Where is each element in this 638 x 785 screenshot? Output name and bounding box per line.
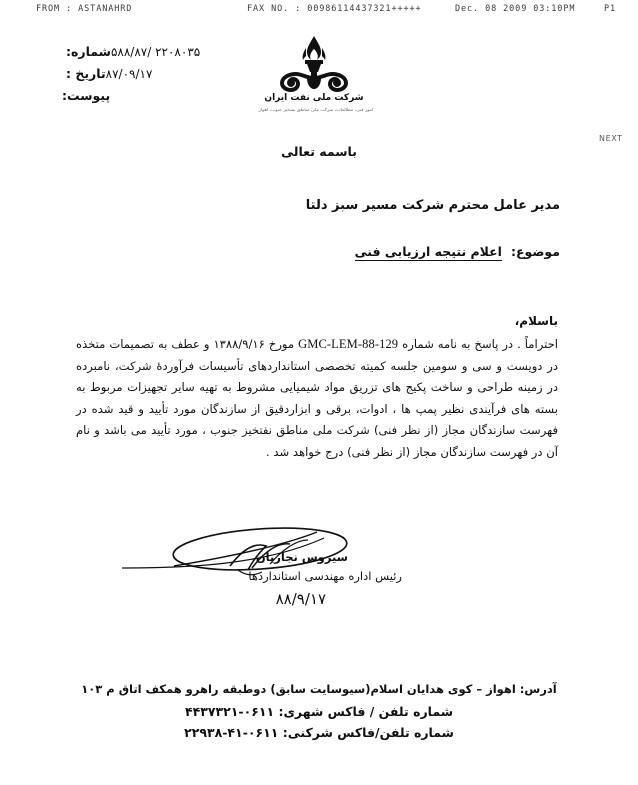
subject-label: موضوع: [510, 244, 560, 259]
reference-date-label: تاریخ : [66, 66, 106, 81]
fax-from-value: ASTANAHRD [78, 4, 133, 14]
fax-number-value: 00986114437321+++++ [307, 4, 422, 14]
nioc-flame-logo-icon [266, 34, 362, 92]
referenced-letter-code: GMC-LEM-88-129 [298, 337, 399, 351]
letterhead-logo-block [255, 34, 374, 113]
signature-date: ۸۸/۹/۱۷ [275, 590, 326, 608]
signatory-name: سیروس نجاریان [255, 550, 348, 564]
fax-header-strip [0, 4, 638, 18]
fax-page-number: P1 [604, 4, 617, 14]
reference-fields [62, 44, 248, 110]
salutation-text: باسلام، [514, 314, 558, 328]
fax-number-label: FAX NO. : [247, 4, 302, 14]
body-paragraph [76, 334, 558, 463]
letterhead-org-name: شرکت ملی نفت ایران [264, 93, 364, 103]
next-marker-label: NEXT [599, 134, 623, 143]
fax-from-label: FROM : [36, 4, 73, 14]
signature-block [112, 524, 412, 620]
fax-datetime: Dec. 08 2009 03:10PM [455, 4, 576, 14]
reference-number-label: شماره: [66, 44, 111, 59]
letterhead-sub-caption: امور فنی، مطالعات، شرکت ملی مناطق نفتخیز جنوب، اهواز [258, 108, 374, 113]
footer-phone-city: شماره تلفن / فاکس شهری: ۰۶۱۱-۴۴۳۷۳۲۱ [184, 704, 454, 719]
body-segment-2: مورخ [268, 337, 295, 351]
signatory-title: رئیس اداره مهندسی استانداردها [248, 569, 402, 583]
body-segment-1: احتراماً . در پاسخ به نامه شماره [402, 337, 559, 351]
reference-date-value: ۸۷/۰۹/۱۷ [105, 67, 153, 81]
subject-row [355, 244, 560, 261]
footer-address: آدرس: اهواز – کوی هدایان اسلام(سیوسایت سابق) دوطبقه راهرو همکف اتاق م ۱۰۳ [81, 682, 557, 696]
reference-date-row [62, 66, 248, 81]
reference-number-row [62, 44, 248, 59]
subject-value: اعلام نتیجه ارزیابی فنی [354, 244, 502, 259]
fax-from-field [36, 4, 132, 14]
addressee-line: مدیر عامل محترم شرکت مسیر سبز دلتا [305, 198, 560, 213]
referenced-letter-date: ۱۳۸۸/۹/۱۶ [213, 337, 265, 351]
invocation-text: باسمه تعالی [281, 144, 357, 159]
footer-block [0, 682, 638, 746]
body-paragraph-text [76, 334, 558, 463]
footer-phone-company: شماره تلفن/فاکس شرکنی: ۰۶۱۱-۴۱-۲۲۹۳۸ [184, 725, 454, 740]
reference-attachment-row [62, 88, 248, 103]
reference-number-value: ۲۲۰۸۰۳۵ /۵۸۸/۸۷ [110, 45, 201, 59]
reference-attachment-label: پیوست: [62, 88, 111, 103]
body-segment-3: و عطف به تصمیمات متخذه در دویست و سی و سومین جلسه کمیته تخصصی استانداردهای تأسیسات فرآوردهٔ شرکت، نامبرده در زمینه طراحی و ساخت پکیج های تزریق مواد شیمیایی مشروط به تهیه سایر تجهیزات مربوط به بسته های فرآیندی نظیر پمپ ها ، ادوات، برقی و ابزاردقیق از سازندگان مورد تأیید و قید شده در فهرست سازندگان مجاز (از نظر فنی) شرکت ملی مناطق نفتخیز جنوب ، مورد تأیید می باشد و نام آن در فهرست سازندگان مجاز (از نظر فنی) درج خواهد شد . [76, 337, 558, 459]
fax-number-field [247, 4, 422, 14]
